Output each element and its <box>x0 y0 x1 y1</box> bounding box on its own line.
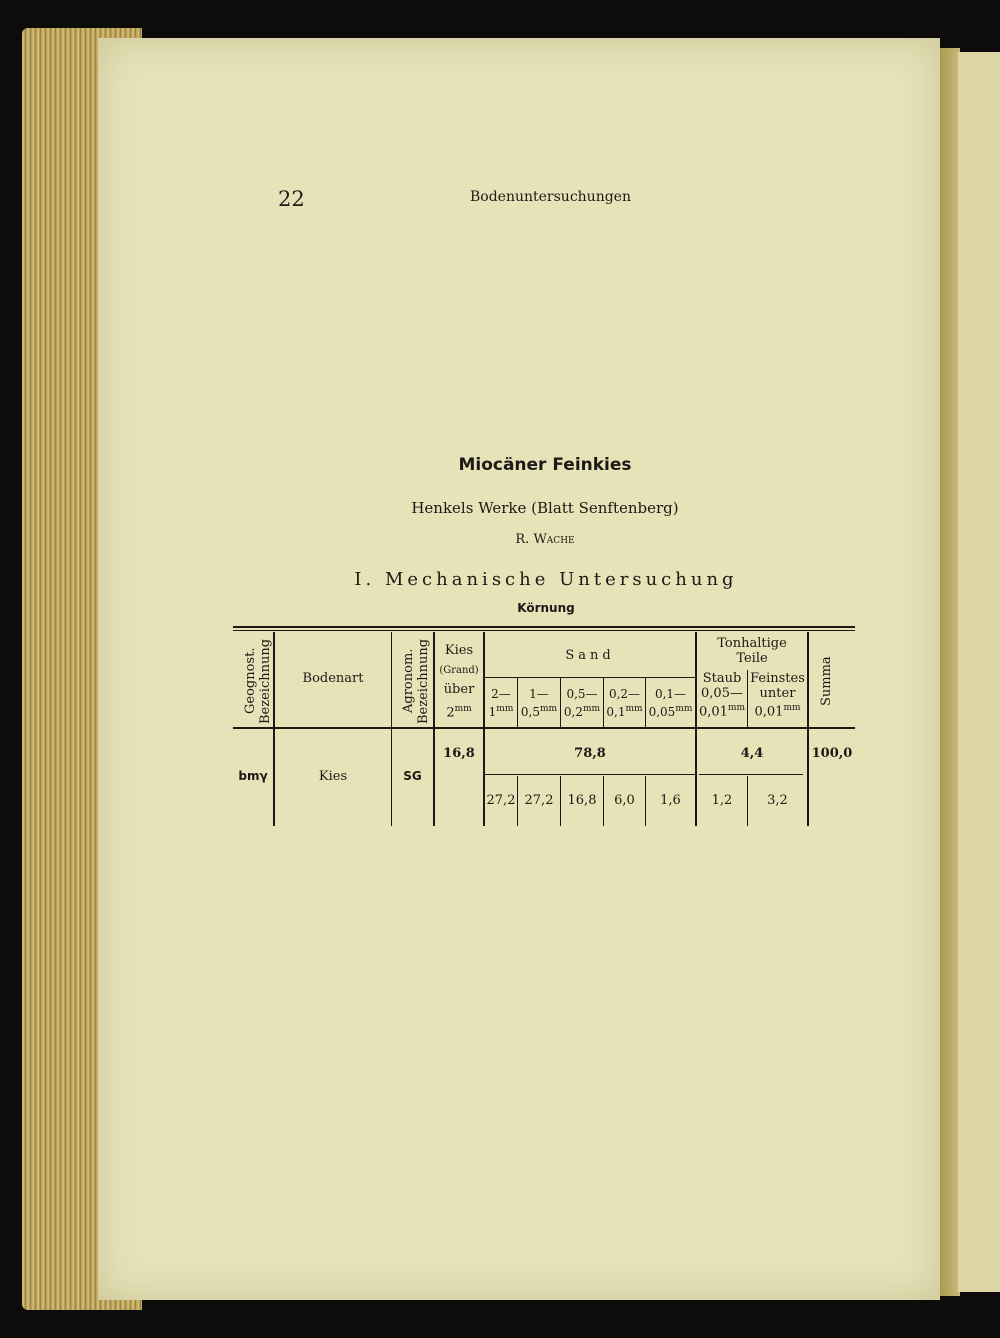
header-tonhaltige-teile: Teile <box>736 651 768 666</box>
header-bodenart: Bodenart <box>302 671 364 686</box>
header-summa: Summa <box>819 656 834 706</box>
cell-staub: 1,2 <box>711 793 733 808</box>
page-number: 22 <box>278 187 305 211</box>
header-kies-grand: (Grand) <box>439 665 479 676</box>
cell-feinstes: 3,2 <box>767 793 788 808</box>
table-top-rule <box>233 626 855 628</box>
header-sand-col-1: 2— $1^{mm}$ <box>488 687 514 719</box>
header-staub: Staub 0,05— $0,01^{mm}$ <box>698 671 746 720</box>
cell-sand-4: 6,0 <box>614 793 635 808</box>
subsection-heading: Körnung <box>517 601 575 615</box>
document-title: Miocäner Feinkies <box>458 455 632 475</box>
table-top-rule-thin <box>233 630 855 631</box>
header-kies: Kies <box>444 643 474 658</box>
col-rule <box>807 632 809 826</box>
cell-summa: 100,0 <box>811 746 853 761</box>
author-name: R. Wache <box>515 532 575 547</box>
header-bottom-rule <box>233 727 855 729</box>
cell-sand-total: 78,8 <box>574 746 606 761</box>
col-rule <box>391 632 392 826</box>
cell-sand-3: 16,8 <box>567 793 597 808</box>
header-kies-size: $2^{mm}$ <box>446 704 472 721</box>
header-sand: Sand <box>565 648 615 663</box>
header-agronom: Agronom. Bezeichnung <box>401 638 431 724</box>
cell-kies: 16,8 <box>443 746 475 761</box>
sand-row-rule <box>485 774 695 775</box>
cell-bodenart: Kies <box>318 769 348 784</box>
col-rule <box>433 632 435 826</box>
header-tonhaltige: Tonhaltige <box>717 636 787 651</box>
cell-sand-2: 27,2 <box>524 793 554 808</box>
facing-page-edge <box>958 52 1000 1292</box>
cell-sand-1: 27,2 <box>486 793 516 808</box>
header-sand-col-5: 0,1— $0,05^{mm}$ <box>648 687 693 719</box>
grain-size-table <box>233 626 855 826</box>
section-heading: I. Mechanische Untersuchung <box>354 569 738 590</box>
header-sand-col-2: 1— $0,5^{mm}$ <box>520 687 558 719</box>
header-kies-ueber: über <box>443 682 475 697</box>
header-sand-col-3: 0,5— $0,2^{mm}$ <box>563 687 601 719</box>
cell-agronom: SG <box>403 769 422 783</box>
book-spine-shadow <box>940 48 960 1296</box>
header-geognost: Geognost. Bezeichnung <box>243 638 273 724</box>
document-subtitle: Henkels Werke (Blatt Senftenberg) <box>411 499 679 517</box>
ton-row-rule <box>699 774 803 775</box>
cell-geognost: bmγ <box>238 769 268 783</box>
running-head: Bodenuntersuchungen <box>470 189 631 205</box>
cell-ton-total: 4,4 <box>740 746 764 761</box>
header-sand-col-4: 0,2— $0,1^{mm}$ <box>606 687 643 719</box>
col-rule <box>273 632 275 826</box>
header-feinstes: Feinstes unter $0,01^{mm}$ <box>750 671 805 720</box>
cell-sand-5: 1,6 <box>660 793 681 808</box>
